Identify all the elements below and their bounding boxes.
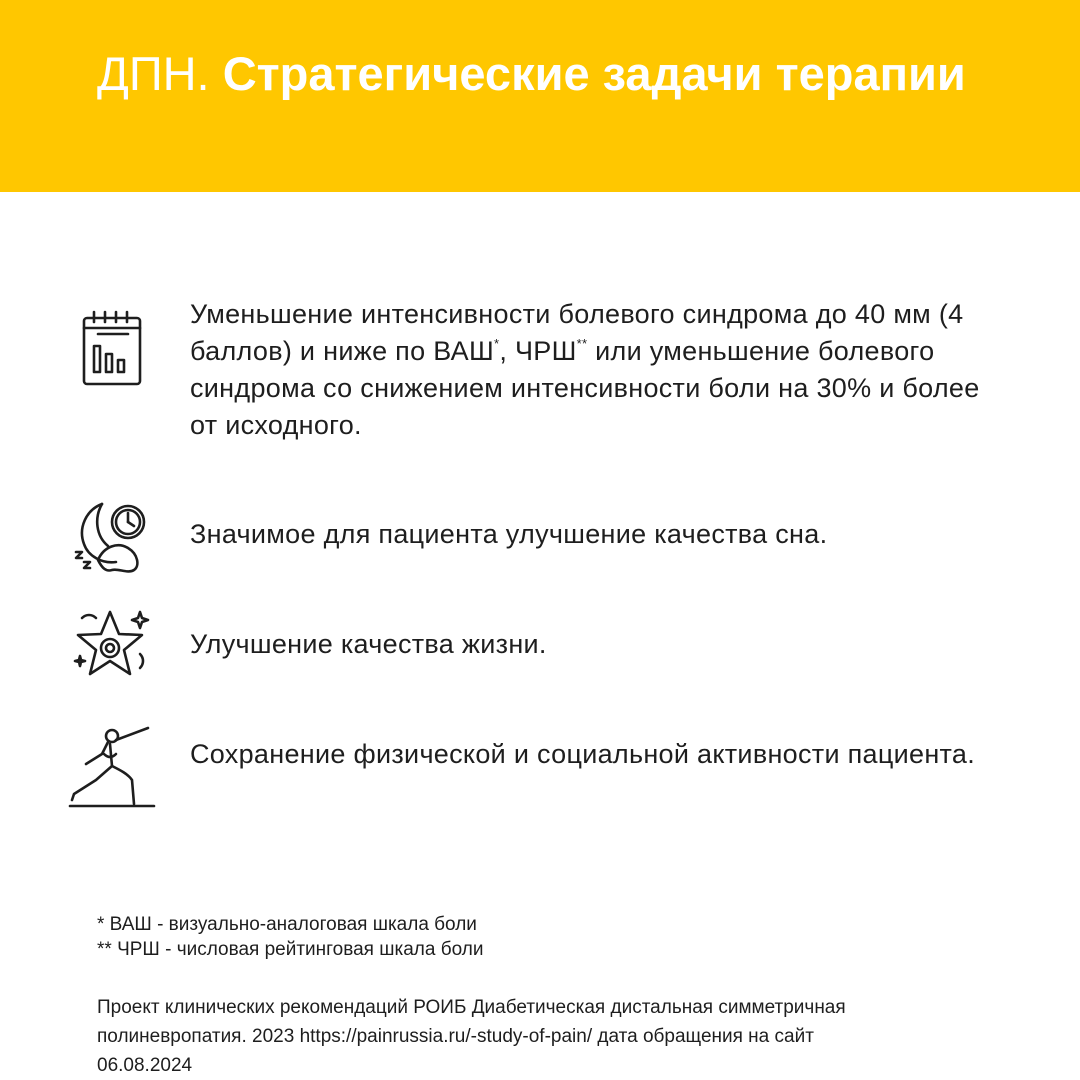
exercise-person-icon bbox=[68, 724, 156, 812]
footnote-vas: * ВАШ - визуально-аналоговая шкала боли bbox=[97, 914, 477, 935]
page-title bbox=[97, 46, 997, 102]
title-main: Стратегические задачи терапии bbox=[222, 47, 966, 100]
footnote-nrs: ** ЧРШ - числовая рейтинговая шкала боли bbox=[97, 939, 484, 960]
title-prefix: ДПН. bbox=[97, 47, 210, 100]
footnotes bbox=[97, 912, 997, 962]
chart-calendar-icon bbox=[68, 304, 156, 392]
header-banner bbox=[0, 0, 1080, 192]
goal-text-pain: Уменьшение интенсивности болевого синдрома до 40 мм (4 баллов) и ниже по ВАШ*, ЧРШ** или уменьшение болевого синдрома со снижением интенсивности боли на 30% и более от исходного. bbox=[190, 299, 980, 440]
goal-text-activity: Сохранение физической и социальной активности пациента. bbox=[190, 739, 976, 769]
star-badge-icon bbox=[68, 604, 156, 692]
sleep-clock-icon bbox=[68, 496, 156, 584]
source-citation: Проект клинических рекомендаций РОИБ Диабетическая дистальная симметричная полиневропатия. 2023 https://painrussia.ru/-study-of-pain/ дата обращения на сайт 06.08.2024 bbox=[97, 997, 846, 1076]
goal-text-quality: Улучшение качества жизни. bbox=[190, 629, 547, 659]
goal-text-sleep: Значимое для пациента улучшение качества сна. bbox=[190, 519, 828, 549]
